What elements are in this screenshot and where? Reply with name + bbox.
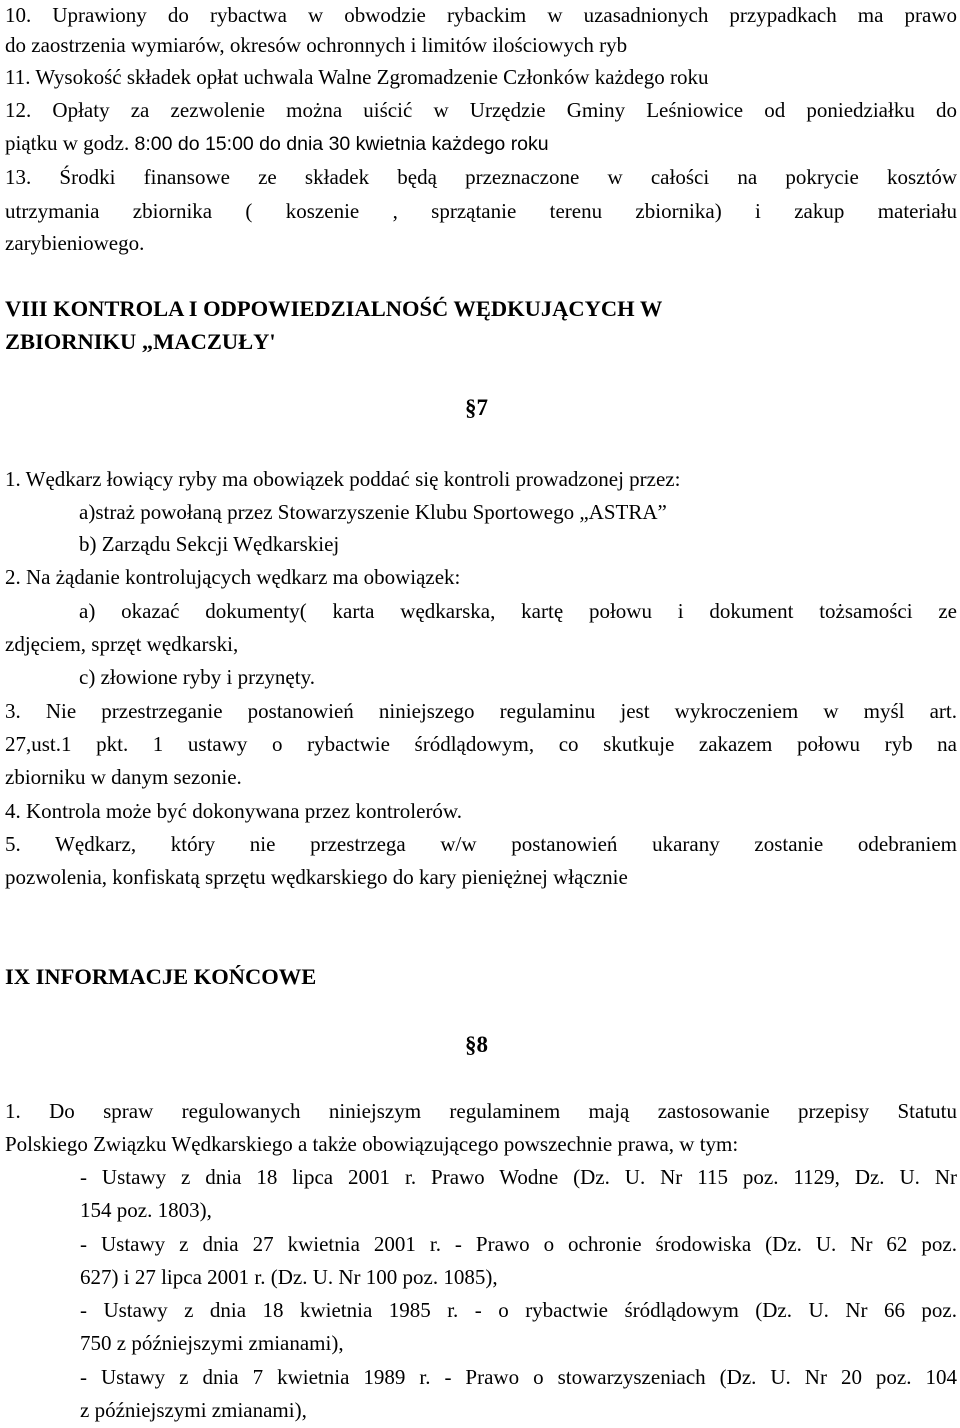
text-line xyxy=(5,128,957,159)
section-heading: ZBIORNIKU „MACZUŁY' xyxy=(5,329,276,354)
text-line: utrzymania zbiornika ( koszenie , sprzątanie terenu zbiornika) i zakup materiału xyxy=(5,199,957,223)
paragraph-number: §8 xyxy=(465,1032,488,1057)
text-line: do zaostrzenia wymiarów, okresów ochronnych i limitów ilościowych ryb xyxy=(5,33,628,57)
text-line: 1. Do spraw regulowanych niniejszym regulaminem mają zastosowanie przepisy Statutu xyxy=(5,1099,957,1123)
text-line: 5. Wędkarz, który nie przestrzega w/w postanowień ukarany zostanie odebraniem xyxy=(5,832,957,856)
text-line: 627) i 27 lipca 2001 r. (Dz. U. Nr 100 poz. 1085), xyxy=(80,1265,498,1289)
text-line: b) Zarządu Sekcji Wędkarskiej xyxy=(79,532,340,556)
text-line: pozwolenia, konfiskatą sprzętu wędkarskiego do kary pieniężnej włącznie xyxy=(5,865,628,889)
text-line: 750 z późniejszymi zmianami), xyxy=(80,1331,344,1355)
text-line: - Ustawy z dnia 18 lipca 2001 r. Prawo Wodne (Dz. U. Nr 115 poz. 1129, Dz. U. Nr xyxy=(80,1165,957,1189)
hours-fragment: 8:00 do 15:00 do dnia 30 kwietnia każdego roku xyxy=(134,133,549,155)
text-line: 3. Nie przestrzeganie postanowień niniejszego regulaminu jest wykroczeniem w myśl art. xyxy=(5,699,957,723)
text-line: - Ustawy z dnia 7 kwietnia 1989 r. - Prawo o stowarzyszeniach (Dz. U. Nr 20 poz. 104 xyxy=(80,1365,957,1389)
section-heading: IX INFORMACJE KOŃCOWE xyxy=(5,964,317,989)
text-fragment: piątku w godz. xyxy=(5,131,130,155)
text-line: 27,ust.1 pkt. 1 ustawy o rybactwie śródlądowym, co skutkuje zakazem połowu ryb na xyxy=(5,732,957,756)
text-line: - Ustawy z dnia 18 kwietnia 1985 r. - o rybactwie śródlądowym (Dz. U. Nr 66 poz. xyxy=(80,1298,957,1322)
text-line: zbiorniku w danym sezonie. xyxy=(5,765,242,789)
text-line: zdjęciem, sprzęt wędkarski, xyxy=(5,632,239,656)
text-line: c) złowione ryby i przynęty. xyxy=(79,665,315,689)
section-heading: VIII KONTROLA I ODPOWIEDZIALNOŚĆ WĘDKUJĄCYCH W xyxy=(5,296,663,321)
paragraph-number: §7 xyxy=(465,395,488,420)
text-line: 154 poz. 1803), xyxy=(80,1198,212,1222)
text-line: 13. Środki finansowe ze składek będą przeznaczone w całości na pokrycie kosztów xyxy=(5,165,957,189)
text-line: 10. Uprawiony do rybactwa w obwodzie rybackim w uzasadnionych przypadkach ma prawo xyxy=(5,3,957,27)
text-line: 2. Na żądanie kontrolujących wędkarz ma obowiązek: xyxy=(5,565,461,589)
text-line: 1. Wędkarz łowiący ryby ma obowiązek poddać się kontroli prowadzonej przez: xyxy=(5,467,681,491)
text-line: a) okazać dokumenty( karta wędkarska, kartę połowu i dokument tożsamości ze xyxy=(79,599,957,623)
text-line: z późniejszymi zmianami), xyxy=(80,1398,307,1422)
text-line: 4. Kontrola może być dokonywana przez kontrolerów. xyxy=(5,799,462,823)
text-line: zarybieniowego. xyxy=(5,231,145,255)
text-line: - Ustawy z dnia 27 kwietnia 2001 r. - Prawo o ochronie środowiska (Dz. U. Nr 62 poz. xyxy=(80,1232,957,1256)
text-line: Polskiego Związku Wędkarskiego a także obowiązującego powszechnie prawa, w tym: xyxy=(5,1132,739,1156)
text-line: 12. Opłaty za zezwolenie można uiścić w Urzędzie Gminy Leśniowice od poniedziałku do xyxy=(5,98,957,122)
text-line: a)straż powołaną przez Stowarzyszenie Klubu Sportowego „ASTRA” xyxy=(79,500,667,524)
text-line: 11. Wysokość składek opłat uchwala Walne Zgromadzenie Członków każdego roku xyxy=(5,65,709,89)
